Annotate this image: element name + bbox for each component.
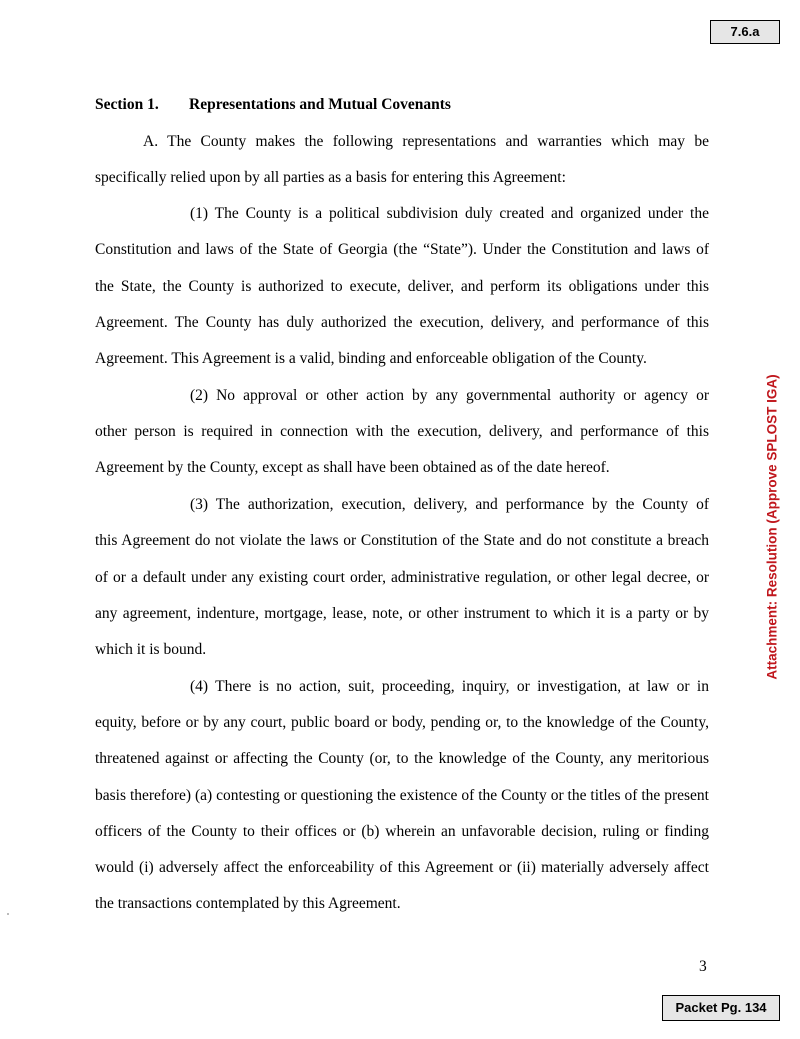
clause-3-line-5: which it is bound.: [95, 641, 207, 658]
page-number: 3: [699, 958, 707, 975]
clause-2-line-3: Agreement by the County, except as shall have been obtained as of the date hereof.: [95, 459, 610, 476]
clause-3-line-4: any agreement, indenture, mortgage, lease, note, or other instrument to which it is a party or by: [95, 605, 709, 622]
clause-2-line-1: (2) No approval or other action by any governmental authority or agency or: [190, 387, 709, 404]
clause-1-line-1: (1) The County is a political subdivision duly created and organized under the: [190, 205, 709, 222]
clause-1-line-2: Constitution and laws of the State of Georgia (the “State”). Under the Constitution and laws of: [95, 241, 709, 258]
clause-4-line-7: the transactions contemplated by this Agreement.: [95, 895, 401, 912]
paragraph-a-line-2: specifically relied upon by all parties as a basis for entering this Agreement:: [95, 169, 566, 186]
clause-3-line-2: this Agreement do not violate the laws or Constitution of the State and do not constitute a breach: [95, 532, 709, 549]
section-number: Section 1.: [95, 96, 159, 113]
clause-4-line-2: equity, before or by any court, public board or body, pending or, to the knowledge of the County,: [95, 714, 709, 731]
clause-4-line-5: officers of the County to their offices or (b) wherein an unfavorable decision, ruling or finding: [95, 823, 709, 840]
clause-1-line-4: Agreement. The County has duly authorized the execution, delivery, and performance of this: [95, 314, 709, 331]
packet-page-tag: Packet Pg. 134: [662, 995, 780, 1021]
agenda-item-tag: 7.6.a: [710, 20, 780, 44]
attachment-side-label: Attachment: Resolution (Approve SPLOST IGA): [764, 374, 780, 680]
clause-4-line-4: basis therefore) (a) contesting or questioning the existence of the County or the titles of the present: [95, 787, 709, 804]
clause-1-line-5: Agreement. This Agreement is a valid, binding and enforceable obligation of the County.: [95, 350, 647, 367]
section-title: Representations and Mutual Covenants: [189, 96, 451, 113]
clause-1-line-3: the State, the County is authorized to execute, deliver, and perform its obligations under this: [95, 278, 709, 295]
clause-3-line-3: of or a default under any existing court order, administrative regulation, or other legal decree, or: [95, 569, 709, 586]
clause-4-line-3: threatened against or affecting the County (or, to the knowledge of the County, any meritorious: [95, 750, 709, 767]
paragraph-a-line-1: A. The County makes the following representations and warranties which may be: [143, 133, 709, 150]
clause-4-line-1: (4) There is no action, suit, proceeding, inquiry, or investigation, at law or in: [190, 678, 709, 695]
scan-edge-mark: [7, 913, 9, 915]
clause-4-line-6: would (i) adversely affect the enforceability of this Agreement or (ii) materially adversely affect: [95, 859, 709, 876]
section-heading: [95, 96, 451, 114]
clause-2-line-2: other person is required in connection with the execution, delivery, and performance of this: [95, 423, 709, 440]
clause-3-line-1: (3) The authorization, execution, delivery, and performance by the County of: [190, 496, 709, 513]
